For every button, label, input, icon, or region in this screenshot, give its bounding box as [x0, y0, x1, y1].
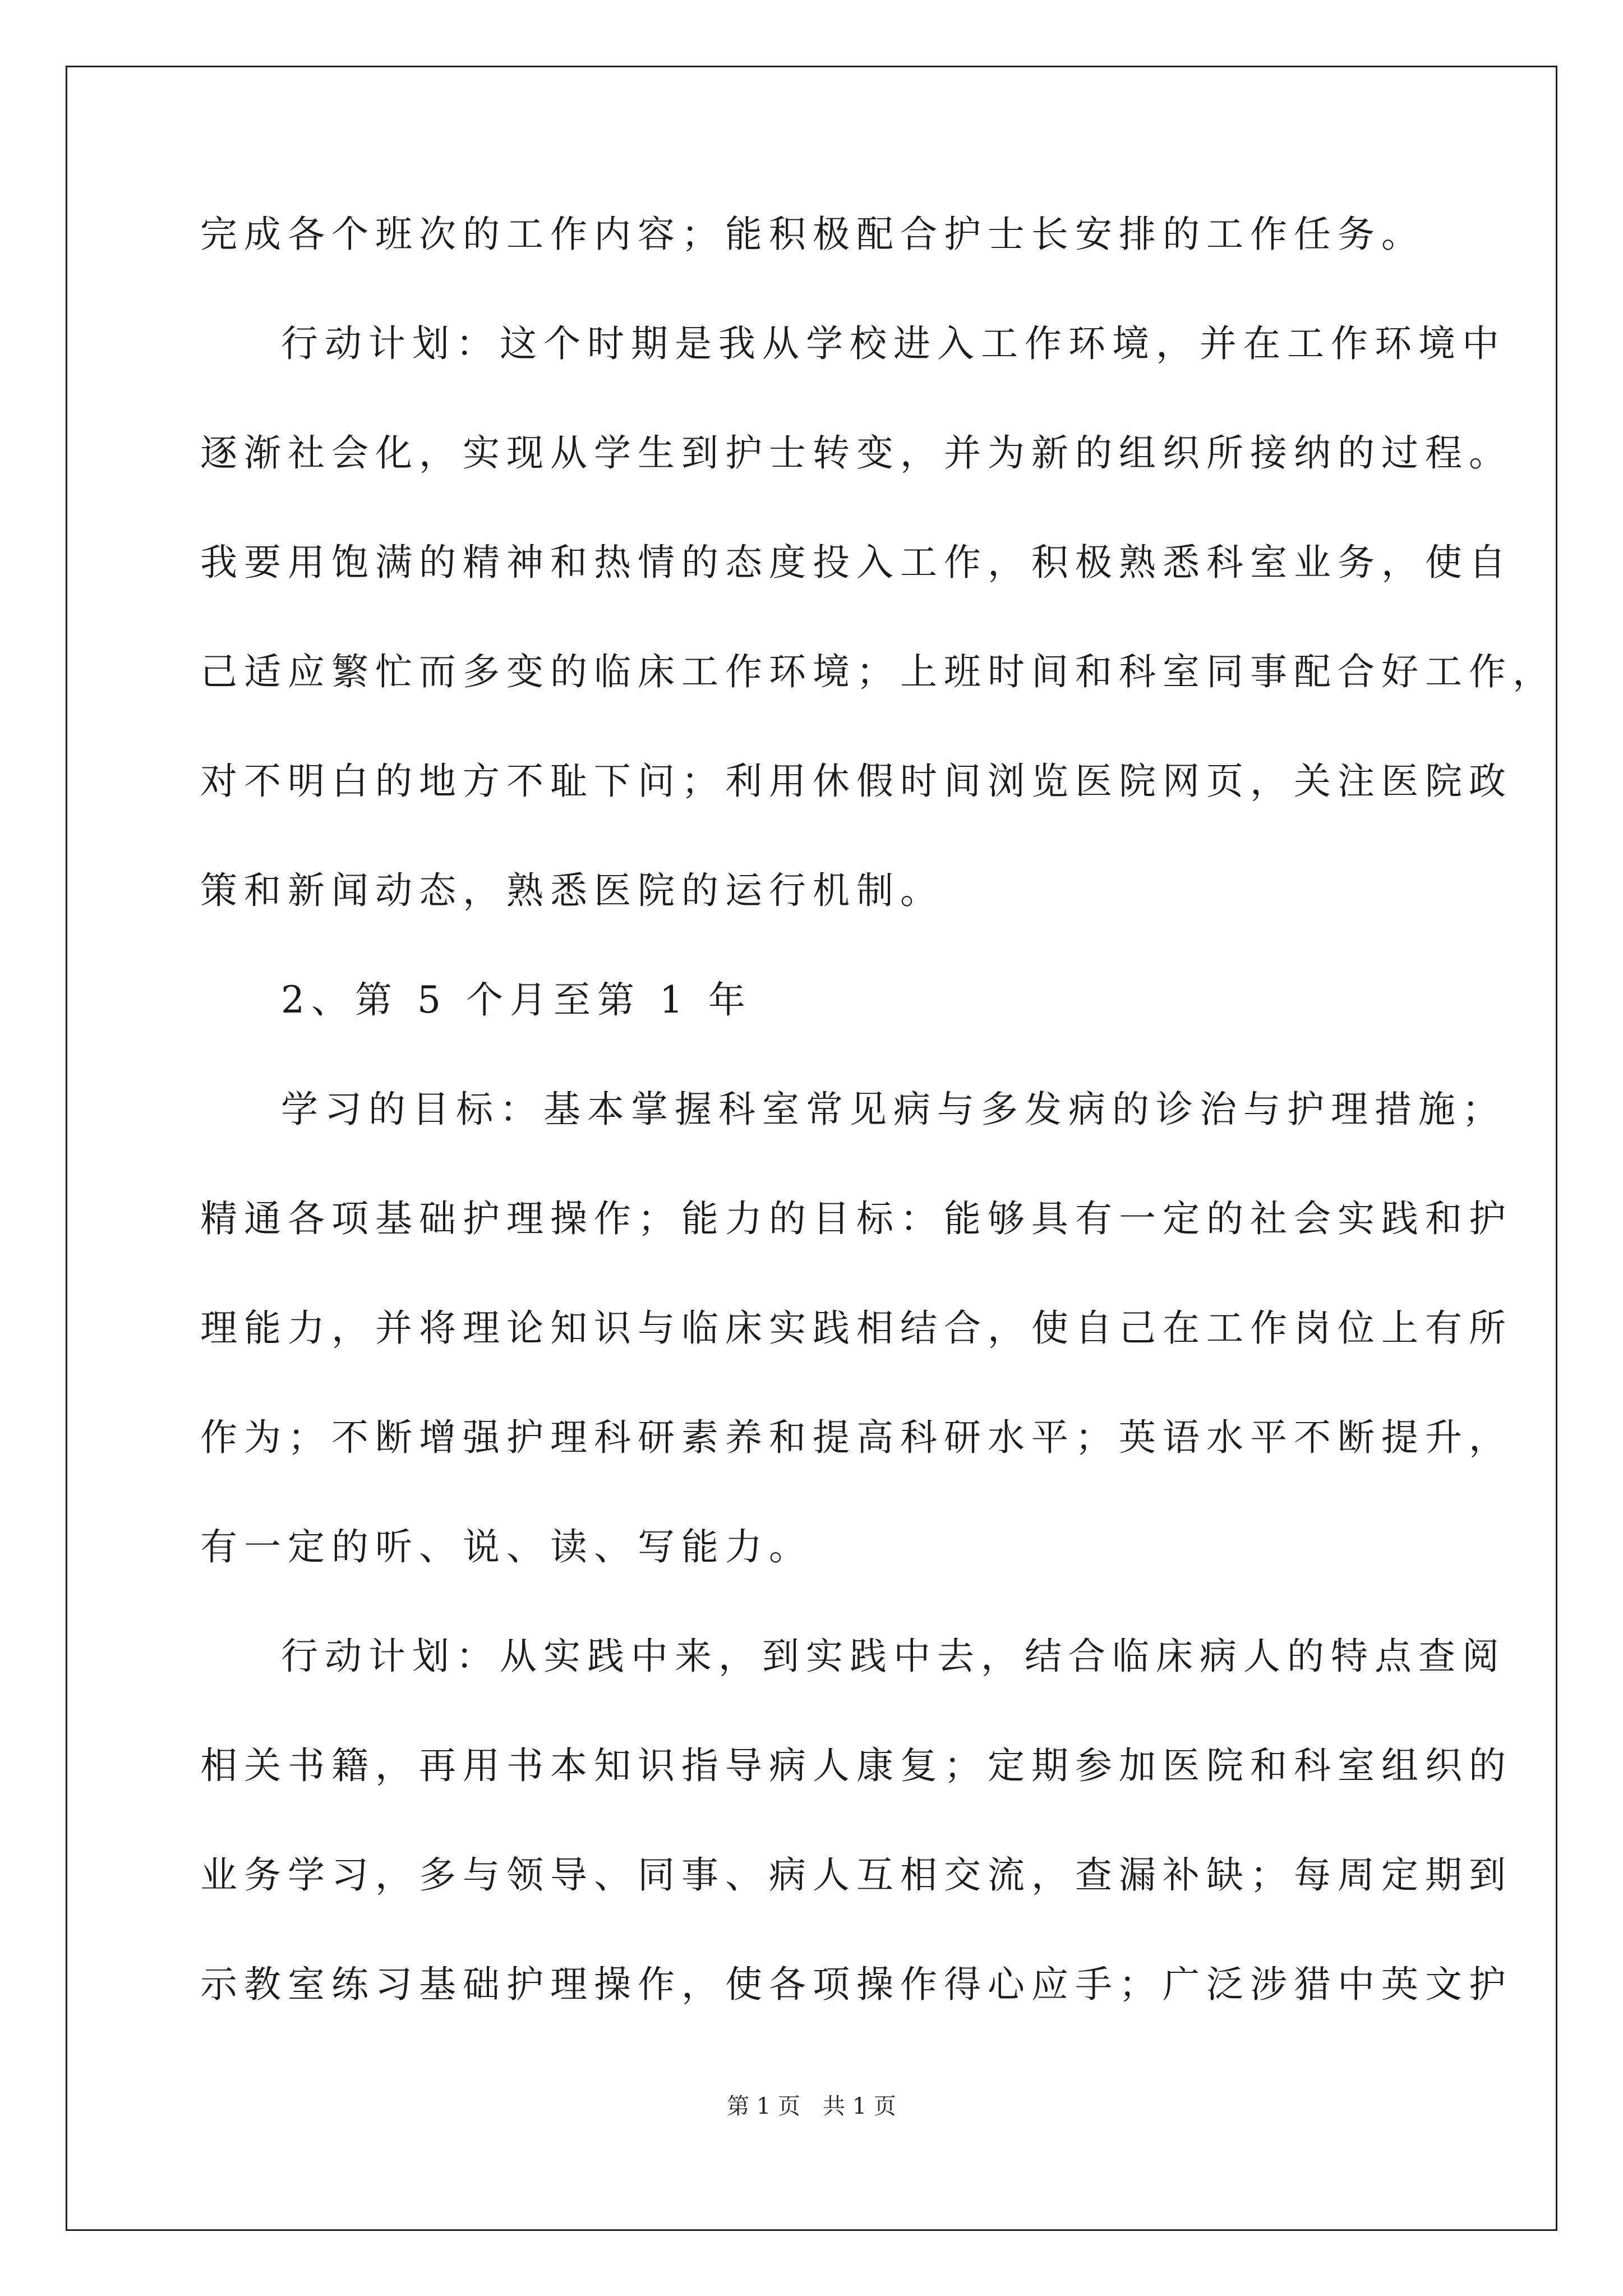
text-line: 策和新闻动态，熟悉医院的运行机制。 [200, 869, 944, 912]
text-line: 有一定的听、说、读、写能力。 [200, 1525, 813, 1568]
text-line: 逐渐社会化，实现从学生到护士转变，并为新的组织所接纳的过程。 [200, 431, 1513, 475]
text-line: 对不明白的地方不耻下问；利用休假时间浏览医院网页，关注医院政 [200, 760, 1513, 803]
text-line: 己适应繁忙而多变的临床工作环境；上班时间和科室同事配合好工作， [200, 650, 1556, 693]
text-line: 我要用饱满的精神和热情的态度投入工作，积极熟悉科室业务，使自 [200, 541, 1513, 584]
text-line: 学习的目标：基本掌握科室常见病与多发病的诊治与护理措施； [281, 1088, 1506, 1131]
text-line: 示教室练习基础护理操作，使各项操作得心应手；广泛涉猎中英文护 [200, 1963, 1513, 2006]
section-heading: 2、第 5 个月至第 1 年 [281, 978, 752, 1022]
text-line: 相关书籍，再用书本知识指导病人康复；定期参加医院和科室组织的 [200, 1744, 1513, 1787]
page-number-footer: 第 1 页 共 1 页 [727, 2093, 896, 2119]
text-line: 精通各项基础护理操作；能力的目标：能够具有一定的社会实践和护 [200, 1197, 1513, 1240]
text-line: 完成各个班次的工作内容；能积极配合护士长安排的工作任务。 [200, 213, 1425, 256]
text-line: 行动计划：这个时期是我从学校进入工作环境，并在工作环境中 [281, 322, 1506, 365]
text-line: 业务学习，多与领导、同事、病人互相交流，查漏补缺；每周定期到 [200, 1853, 1513, 1897]
text-line: 作为；不断增强护理科研素养和提高科研水平；英语水平不断提升， [200, 1416, 1513, 1459]
page-border [66, 66, 1557, 2231]
text-line: 理能力，并将理论知识与临床实践相结合，使自己在工作岗位上有所 [200, 1306, 1513, 1350]
text-line: 行动计划：从实践中来，到实践中去，结合临床病人的特点查阅 [281, 1635, 1506, 1678]
